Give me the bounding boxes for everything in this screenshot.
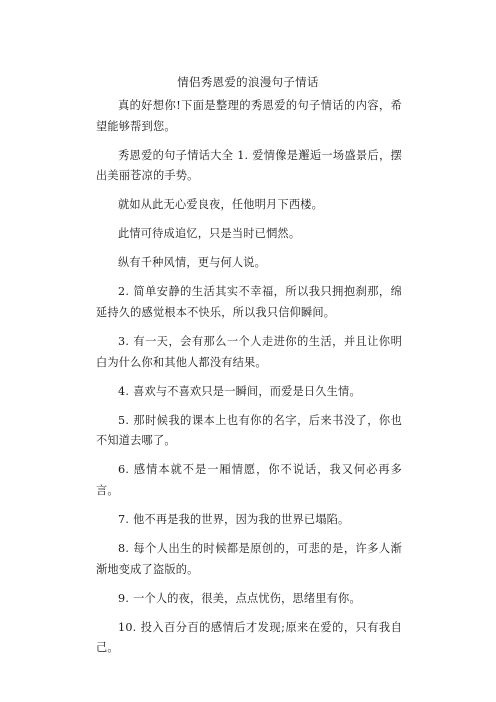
paragraph-text: 就如从此无心爱良夜，任他明月下西楼。	[118, 198, 323, 212]
paragraph-text: 一个人的夜，很美，点点忧伤，思绪里有你。	[133, 591, 361, 605]
item-number: 3.	[118, 335, 130, 349]
item-number: 8.	[118, 542, 130, 556]
paragraph	[96, 146, 402, 187]
item-number: 9.	[118, 591, 130, 605]
paragraph-text: 每个人出生的时候都是原创的，可悲的是，许多人渐渐地变成了盗版的。	[96, 542, 402, 576]
document-body	[96, 96, 402, 667]
paragraph	[96, 195, 402, 216]
paragraph	[96, 224, 402, 245]
numbered-paragraph	[96, 539, 402, 580]
paragraph-text: 投入百分百的感情后才发现;原来在爱的，只有我自己。	[96, 620, 402, 655]
document-title: 情侣秀恩爱的浪漫句子情话	[177, 75, 319, 89]
paragraph-text: 他不再是我的世界，因为我的世界已塌陷。	[133, 512, 350, 526]
numbered-paragraph	[96, 282, 402, 323]
numbered-paragraph	[96, 411, 402, 452]
item-number: 10.	[118, 620, 137, 634]
paragraph-text: 秀恩爱的句子情话大全 1. 爱情像是邂逅一场盛景后，摆出美丽苍凉的手势。	[96, 148, 402, 183]
paragraph-text: 感情本就不是一厢情愿，你不说话，我又何必再多言。	[96, 463, 402, 497]
numbered-paragraph	[96, 460, 402, 501]
paragraph-text: 此情可待成追忆，只是当时已惘然。	[118, 227, 301, 241]
numbered-paragraph	[96, 510, 402, 531]
numbered-paragraph	[96, 382, 402, 403]
paragraph-text: 真的好想你!下面是整理的秀恩爱的句子情话的内容，希望能够帮到您。	[96, 99, 402, 133]
item-number: 4.	[118, 384, 130, 398]
numbered-paragraph	[96, 332, 402, 373]
paragraph-text: 喜欢与不喜欢只是一瞬间，而爱是日久生情。	[133, 384, 361, 398]
numbered-paragraph	[96, 589, 402, 610]
item-number: 7.	[118, 512, 130, 526]
item-number: 5.	[118, 413, 130, 427]
numbered-paragraph	[96, 618, 402, 659]
paragraph-text: 纵有千种风情，更与何人说。	[118, 256, 267, 270]
paragraph	[96, 253, 402, 274]
paragraph-text: 那时候我的课本上也有你的名字，后来书没了，你也不知道去哪了。	[96, 413, 402, 448]
item-number: 2.	[118, 285, 130, 299]
paragraph	[96, 96, 402, 137]
item-number: 6.	[118, 463, 130, 477]
paragraph-text: 有一天，会有那么一个人走进你的生活，并且让你明白为什么你和其他人都没有结果。	[96, 335, 402, 369]
paragraph-text: 简单安静的生活其实不幸福，所以我只拥抱刹那，绵延持久的感觉根本不快乐，所以我只信仰瞬间。	[96, 285, 402, 319]
